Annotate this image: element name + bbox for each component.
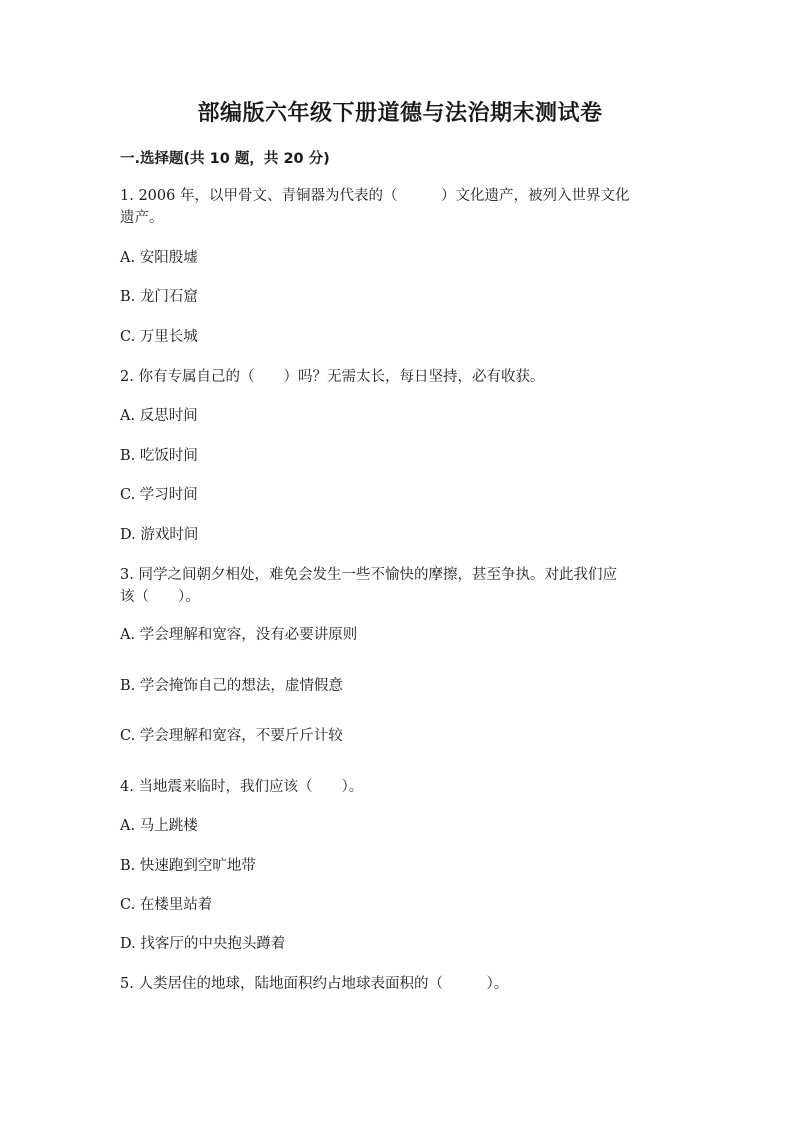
question-3-option-a: A. 学会理解和宽容，没有必要讲原则 [120, 627, 358, 643]
question-2-option-c: C. 学习时间 [120, 487, 198, 503]
question-5-stem-line1: 5. 人类居住的地球，陆地面积约占地球表面积的（ ）。 [120, 976, 509, 992]
question-1-option-a: A. 安阳殷墟 [120, 250, 198, 266]
question-3-stem-line1: 3. 同学之间朝夕相处，难免会发生一些不愉快的摩擦，甚至争执。对此我们应 [120, 567, 617, 583]
question-2-option-a: A. 反思时间 [120, 408, 198, 424]
question-2-stem-line1: 2. 你有专属自己的（ ）吗？无需太长，每日坚持，必有收获。 [120, 369, 545, 385]
question-3-option-c: C. 学会理解和宽容，不要斤斤计较 [120, 728, 343, 744]
section-heading: 一.选择题(共 10 题，共 20 分) [120, 151, 330, 167]
question-3-stem-line2: 该（ ）。 [120, 589, 200, 605]
question-3-option-b: B. 学会掩饰自己的想法，虚情假意 [120, 678, 343, 694]
question-2-option-d: D. 游戏时间 [120, 527, 199, 543]
question-1-stem-line2: 遗产。 [120, 210, 164, 226]
page-title: 部编版六年级下册道德与法治期末测试卷 [197, 101, 603, 126]
question-4-option-b: B. 快速跑到空旷地带 [120, 858, 256, 874]
question-1-option-b: B. 龙门石窟 [120, 289, 198, 305]
question-4-option-c: C. 在楼里站着 [120, 897, 213, 913]
question-4-stem-line1: 4. 当地震来临时，我们应该（ ）。 [120, 779, 364, 795]
question-4-option-a: A. 马上跳楼 [120, 818, 198, 834]
question-1-option-c: C. 万里长城 [120, 329, 198, 345]
question-1-stem-line1: 1. 2006 年，以甲骨文、青铜器为代表的（ ）文化遗产，被列入世界文化 [120, 188, 630, 204]
question-4-option-d: D. 找客厅的中央抱头蹲着 [120, 936, 286, 952]
question-2-option-b: B. 吃饭时间 [120, 448, 198, 464]
